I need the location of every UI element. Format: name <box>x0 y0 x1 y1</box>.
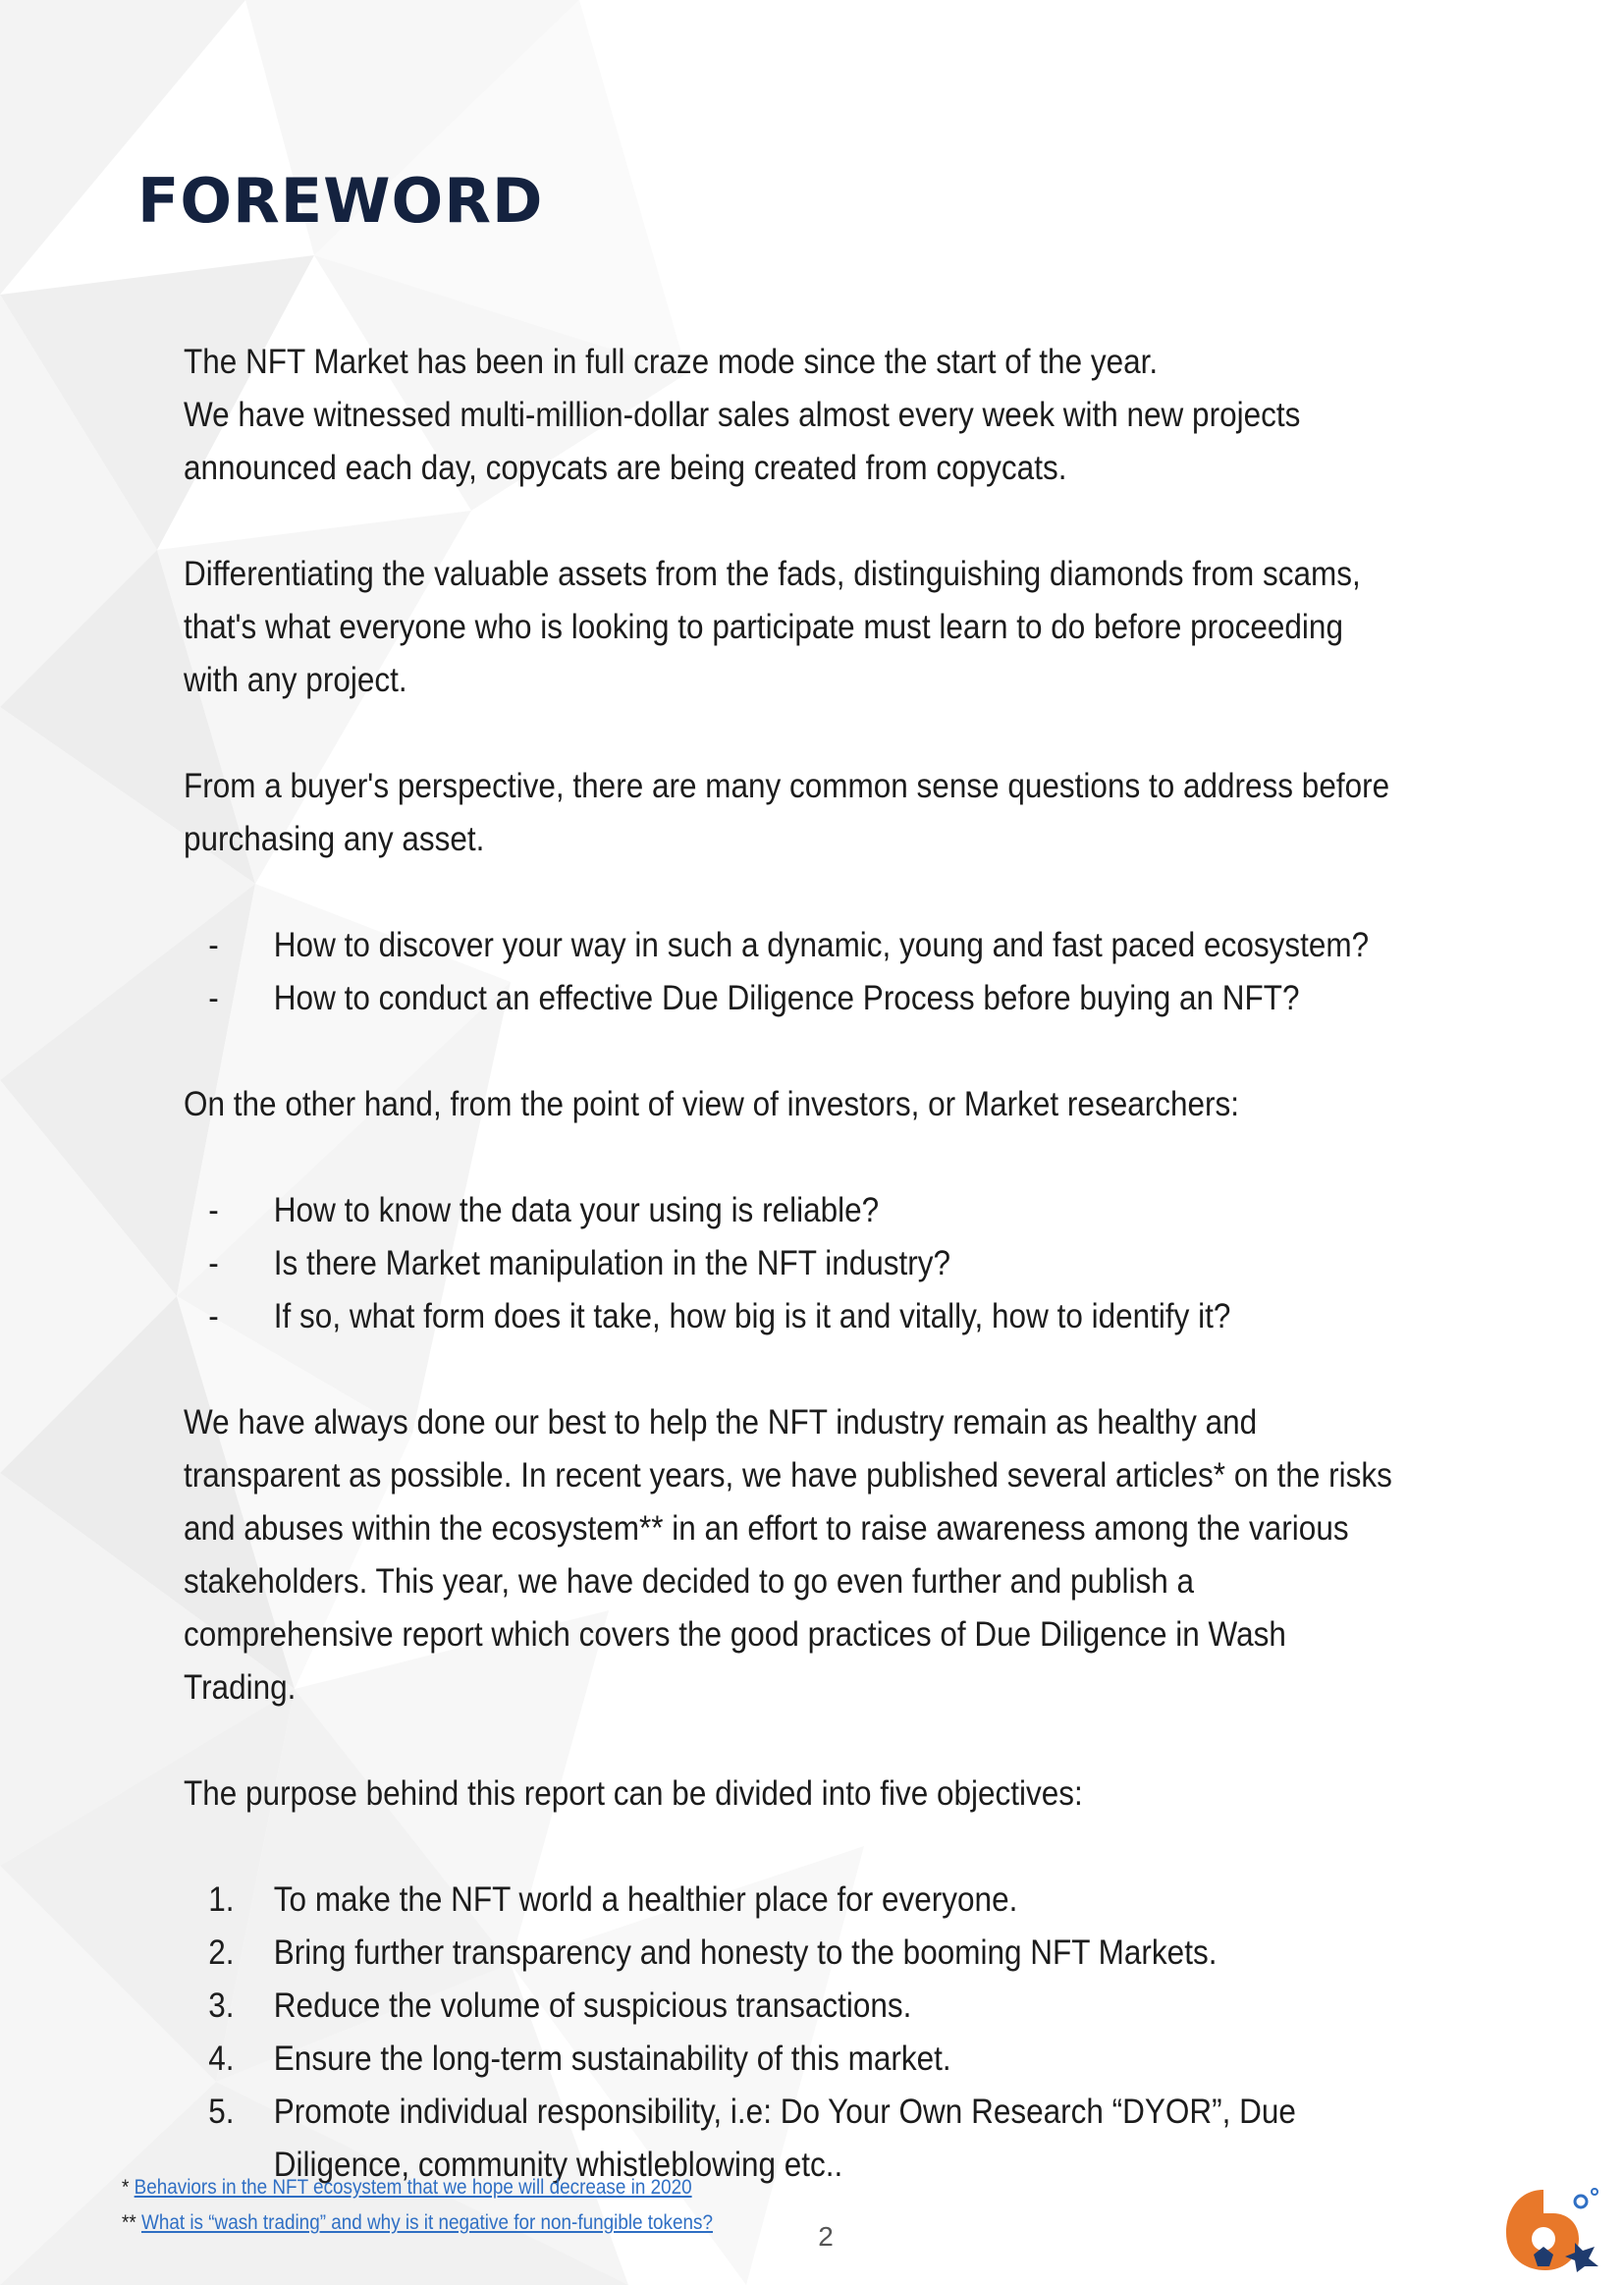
investor-questions-list <box>184 1184 1403 1343</box>
list-item <box>184 919 1403 972</box>
list-marker: - <box>208 926 219 964</box>
footnote-marker: ** <box>122 2211 136 2234</box>
paragraph-buyer: From a buyer's perspective, there are many common sense questions to address before purchasing any asset. <box>184 767 1390 858</box>
footnote-link-behaviors[interactable]: Behaviors in the NFT ecosystem that we hope will decrease in 2020 <box>134 2176 692 2199</box>
list-item-text: How to know the data your using is reliable? <box>273 1191 880 1229</box>
list-item <box>184 1290 1403 1343</box>
list-item <box>184 1237 1403 1290</box>
footnote-2 <box>122 2205 713 2241</box>
list-item <box>184 1874 1403 1927</box>
list-item-text: Ensure the long-term sustainability of this market. <box>273 2040 951 2078</box>
page-title: FOREWORD <box>137 165 544 237</box>
paragraph-purpose: The purpose behind this report can be divided into five objectives: <box>184 1774 1083 1813</box>
list-item-text: Promote individual responsibility, i.e: Do Your Own Research “DYOR”, Due Diligence, community whistleblowing etc.. <box>273 2093 1296 2184</box>
list-marker: - <box>208 1297 219 1335</box>
objectives-list <box>184 1874 1403 2192</box>
paragraph-intro-1: The NFT Market has been in full craze mode since the start of the year. <box>184 343 1159 381</box>
list-item <box>184 1927 1403 1980</box>
footnotes <box>122 2170 713 2241</box>
list-marker: 3. <box>208 1986 235 2025</box>
list-marker: 1. <box>208 1880 235 1919</box>
list-item <box>184 1980 1403 2033</box>
list-item <box>184 1184 1403 1237</box>
list-item-text: To make the NFT world a healthier place for everyone. <box>273 1880 1018 1919</box>
brand-logo-icon <box>1504 2182 1602 2274</box>
list-marker: 2. <box>208 1933 235 1972</box>
list-item-text: How to discover your way in such a dynamic, young and fast paced ecosystem? <box>273 926 1370 964</box>
list-item-text: Reduce the volume of suspicious transactions. <box>273 1986 912 2025</box>
paragraph-differentiating: Differentiating the valuable assets from the fads, distinguishing diamonds from scams, that's what everyone who is looking to participate must learn to do before proceeding with any project. <box>184 555 1361 699</box>
footnote-marker: * <box>122 2176 130 2199</box>
page-number: 2 <box>818 2221 834 2252</box>
list-item <box>184 2033 1403 2086</box>
paragraph-intro-2: We have witnessed multi-million-dollar sales almost every week with new projects announced each day, copycats are being created from copycats. <box>184 396 1301 487</box>
list-item <box>184 972 1403 1025</box>
paragraph-efforts: We have always done our best to help the NFT industry remain as healthy and transparent as possible. In recent years, we have published several articles* on the risks and abuses within the ecosystem** in an effort to raise awareness among the various stakeholders. This year, we have decided to go even further and publish a comprehensive report which covers the good practices of Due Diligence in Wash Trading. <box>184 1403 1392 1707</box>
foreword-body <box>184 336 1403 2192</box>
list-item-text: If so, what form does it take, how big is it and vitally, how to identify it? <box>273 1297 1231 1335</box>
list-marker: 4. <box>208 2040 235 2078</box>
list-marker: - <box>208 1244 219 1282</box>
buyer-questions-list <box>184 919 1403 1025</box>
footnote-link-wash-trading[interactable]: What is “wash trading” and why is it negative for non-fungible tokens? <box>140 2211 714 2234</box>
list-marker: - <box>208 979 219 1017</box>
footnote-1 <box>122 2170 713 2205</box>
paragraph-investors: On the other hand, from the point of view of investors, or Market researchers: <box>184 1085 1240 1123</box>
list-item-text: Bring further transparency and honesty to the booming NFT Markets. <box>273 1933 1218 1972</box>
list-marker: 5. <box>208 2093 235 2131</box>
list-item-text: How to conduct an effective Due Diligence Process before buying an NFT? <box>273 979 1300 1017</box>
list-item-text: Is there Market manipulation in the NFT industry? <box>273 1244 951 1282</box>
list-marker: - <box>208 1191 219 1229</box>
